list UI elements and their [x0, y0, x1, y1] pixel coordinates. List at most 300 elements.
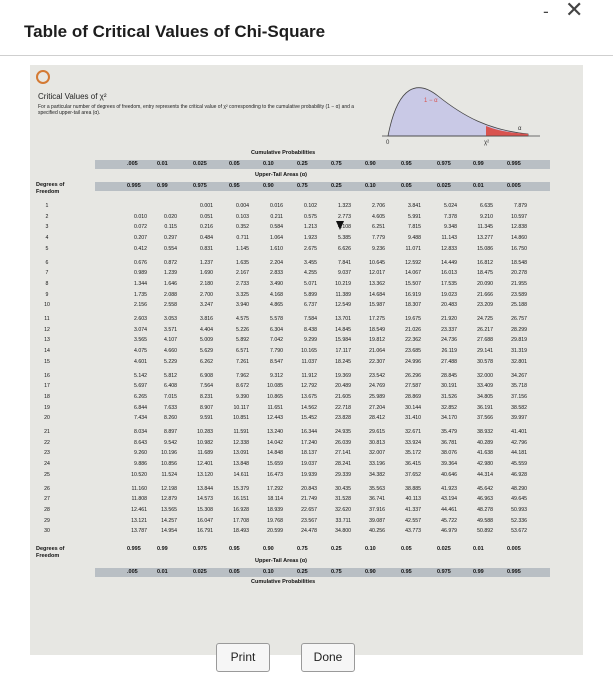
- df-cell: 16: [44, 372, 50, 379]
- table-cell: 36.191: [477, 404, 493, 411]
- table-cell: 4.601: [134, 358, 147, 365]
- bottom-cumulative-header-2: 0.025: [193, 569, 207, 575]
- bottom-cumulative-header-6: 0.75: [331, 569, 342, 575]
- table-cell: 5.629: [200, 348, 213, 355]
- table-cell: 42.980: [477, 461, 493, 468]
- bottom-cumulative-header-7: 0.90: [365, 569, 376, 575]
- table-cell: 12.792: [301, 383, 317, 390]
- table-cell: 2.833: [270, 270, 283, 277]
- table-cell: 0.207: [134, 235, 147, 242]
- table-cell: 5.009: [200, 337, 213, 344]
- df-cell: 7: [45, 270, 49, 277]
- upper-tail-header-5: 0.75: [297, 183, 308, 189]
- table-cell: 3.571: [164, 326, 177, 333]
- table-cell: 2.204: [270, 259, 283, 266]
- df-cell: 22: [44, 439, 50, 446]
- table-cell: 0.102: [304, 203, 317, 209]
- table-cell: 28.299: [511, 326, 527, 333]
- bottom-cumulative-header-1: 0.01: [157, 569, 168, 575]
- table-cell: 40.256: [369, 528, 385, 535]
- table-cell: 16.919: [405, 291, 421, 298]
- table-cell: 29.141: [477, 348, 493, 355]
- table-cell: 27.141: [335, 450, 351, 457]
- table-cell: 8.034: [134, 429, 147, 435]
- table-cell: 29.339: [335, 471, 351, 478]
- table-cell: 26.119: [441, 348, 457, 355]
- table-cell: 4.605: [372, 213, 385, 220]
- table-cell: 37.916: [369, 506, 385, 513]
- table-cell: 10.982: [197, 439, 213, 446]
- df-cell: 14: [44, 348, 50, 355]
- table-cell: 28.241: [335, 461, 351, 468]
- table-cell: 0.051: [200, 213, 213, 220]
- table-cell: 24.478: [301, 528, 317, 535]
- df-cell: 4: [45, 235, 49, 242]
- table-cell: 27.587: [405, 383, 421, 390]
- table-cell: 40.289: [477, 439, 493, 446]
- table-cell: 3.074: [134, 326, 147, 333]
- table-cell: 40.113: [405, 496, 421, 503]
- table-cell: 3.247: [200, 302, 213, 309]
- table-cell: 34.382: [369, 471, 385, 478]
- table-cell: 25.989: [369, 393, 385, 400]
- cumulative-header-9: 0.975: [437, 161, 451, 167]
- table-cell: 14.449: [441, 259, 457, 266]
- cumulative-header-11: 0.995: [507, 161, 521, 167]
- table-cell: 0.584: [270, 224, 283, 231]
- table-cell: 8.260: [164, 415, 177, 422]
- table-cell: 44.314: [477, 471, 493, 478]
- row-header-label: Degrees of Freedom: [36, 182, 65, 195]
- table-cell: 9.299: [304, 337, 317, 344]
- table-cell: 6.626: [338, 245, 351, 252]
- table-cell: 45.642: [477, 485, 493, 492]
- table-cell: 9.348: [444, 224, 457, 231]
- table-cell: 6.408: [164, 383, 177, 390]
- df-cell: 28: [44, 506, 50, 513]
- table-cell: 12.592: [405, 259, 421, 266]
- table-cell: 42.796: [511, 439, 527, 446]
- table-cell: 13.121: [131, 517, 147, 524]
- table-cell: 2.558: [164, 302, 177, 309]
- df-cell: 17: [44, 383, 50, 390]
- table-cell: 46.963: [477, 496, 493, 503]
- table-cell: 1.735: [134, 291, 147, 298]
- table-cell: 3.455: [304, 259, 317, 266]
- table-cell: 27.688: [477, 337, 493, 344]
- table-cell: 14.573: [197, 496, 213, 503]
- table-cell: 32.620: [335, 506, 351, 513]
- table-cell: 10.117: [233, 404, 249, 411]
- table-cell: 52.336: [511, 517, 527, 524]
- table-cell: 53.672: [511, 528, 527, 535]
- df-cell: 18: [44, 393, 50, 400]
- table-cell: 0.352: [236, 224, 249, 231]
- table-cell: 27.488: [441, 358, 457, 365]
- table-cell: 0.412: [134, 245, 147, 252]
- table-cell: 31.410: [405, 415, 421, 422]
- upper-tail-header-1: 0.99: [157, 183, 168, 189]
- table-cell: 24.935: [335, 429, 351, 435]
- table-cell: 3.816: [200, 316, 213, 322]
- table-cell: 37.652: [405, 471, 421, 478]
- table-cell: 18.939: [267, 506, 283, 513]
- table-cell: 5.899: [304, 291, 317, 298]
- table-cell: 11.651: [267, 404, 283, 411]
- table-cell: 13.240: [267, 429, 283, 435]
- pearson-logo-icon: [36, 70, 50, 84]
- table-cell: 5.024: [444, 203, 457, 209]
- table-cell: 11.689: [197, 450, 213, 457]
- curve-origin-label: 0: [386, 140, 390, 146]
- table-cell: 14.845: [335, 326, 351, 333]
- table-cell: 1.646: [164, 280, 177, 287]
- table-cell: 0.297: [164, 235, 177, 242]
- df-cell: 15: [44, 358, 50, 365]
- table-cell: 27.204: [369, 404, 385, 411]
- table-cell: 34.170: [441, 415, 457, 422]
- table-cell: 18.548: [511, 259, 527, 266]
- bottom-cumulative-header-0: .005: [127, 569, 138, 575]
- bottom-upper-header-2: 0.975: [193, 546, 207, 552]
- table-cell: 32.007: [369, 450, 385, 457]
- table-cell: 31.319: [511, 348, 527, 355]
- table-cell: 16.047: [197, 517, 213, 524]
- table-cell: 7.779: [372, 235, 385, 242]
- table-cell: 4.107: [164, 337, 177, 344]
- table-cell: 46.979: [441, 528, 457, 535]
- table-cell: 10.865: [267, 393, 283, 400]
- table-cell: 7.879: [514, 203, 527, 209]
- upper-tail-header-7: 0.10: [365, 183, 376, 189]
- bottom-cumulative-header-11: 0.995: [507, 569, 521, 575]
- table-cell: 0.020: [164, 213, 177, 220]
- table-cell: 21.666: [477, 291, 493, 298]
- done-button[interactable]: Done: [301, 643, 355, 672]
- chi-square-curve-figure: [368, 74, 548, 146]
- table-cell: 33.409: [477, 383, 493, 390]
- table-cell: 35.563: [369, 485, 385, 492]
- table-cell: 8.643: [134, 439, 147, 446]
- table-cell: 20.090: [477, 280, 493, 287]
- table-cell: 11.912: [301, 372, 317, 379]
- table-cell: 48.278: [477, 506, 493, 513]
- table-cell: 30.191: [441, 383, 457, 390]
- table-cell: 8.897: [164, 429, 177, 435]
- table-cell: 17.708: [233, 517, 249, 524]
- table-cell: 6.908: [200, 372, 213, 379]
- table-cell: 20.843: [301, 485, 317, 492]
- table-cell: 1.610: [270, 245, 283, 252]
- table-cell: 23.209: [477, 302, 493, 309]
- df-cell: 30: [44, 528, 50, 535]
- upper-tail-header-11: 0.005: [507, 183, 521, 189]
- table-cell: 39.364: [441, 461, 457, 468]
- table-cell: 18.549: [369, 326, 385, 333]
- table-cell: 15.984: [335, 337, 351, 344]
- table-cell: 7.633: [164, 404, 177, 411]
- table-cell: 10.165: [301, 348, 317, 355]
- table-cell: 0.103: [236, 213, 249, 220]
- table-cell: 9.260: [134, 450, 147, 457]
- table-cell: 0.711: [236, 235, 249, 242]
- upper-tail-header-8: 0.05: [401, 183, 412, 189]
- table-cell: 42.557: [405, 517, 421, 524]
- table-cell: 14.611: [233, 471, 249, 478]
- curve-area: [388, 88, 528, 136]
- upper-tail-header-6: 0.25: [331, 183, 342, 189]
- table-cell: 26.296: [405, 372, 421, 379]
- upper-tail-label: Upper-Tail Areas (α): [255, 172, 307, 178]
- table-cell: 13.565: [161, 506, 177, 513]
- table-cell: 2.088: [164, 291, 177, 298]
- table-cell: 10.085: [267, 383, 283, 390]
- table-cell: 4.075: [134, 348, 147, 355]
- table-cell: 5.812: [164, 372, 177, 379]
- table-cell: 48.290: [511, 485, 527, 492]
- table-cell: 16.928: [233, 506, 249, 513]
- table-cell: 30.435: [335, 485, 351, 492]
- minimize-button[interactable]: -: [543, 2, 549, 21]
- table-cell: 35.718: [511, 383, 527, 390]
- df-cell: 19: [44, 404, 50, 411]
- table-cell: 15.308: [197, 506, 213, 513]
- table-cell: 20.278: [511, 270, 527, 277]
- table-cell: 5.385: [338, 235, 351, 242]
- table-cell: 14.848: [267, 450, 283, 457]
- table-cell: 35.172: [405, 450, 421, 457]
- print-button[interactable]: Print: [216, 643, 270, 672]
- table-cell: 7.042: [270, 337, 283, 344]
- table-cell: 33.924: [405, 439, 421, 446]
- table-cell: 11.345: [477, 224, 493, 231]
- table-cell: 23.542: [369, 372, 385, 379]
- bottom-upper-header-10: 0.01: [473, 546, 484, 552]
- table-cell: 4.660: [164, 348, 177, 355]
- table-cell: 1.213: [304, 224, 317, 231]
- curve-tail-label: α: [518, 126, 522, 132]
- table-cell: 19.812: [369, 337, 385, 344]
- curve-area-label: 1 − α: [424, 98, 438, 104]
- table-cell: 5.226: [236, 326, 249, 333]
- table-cell: 0.575: [304, 213, 317, 220]
- table-cell: 32.671: [405, 429, 421, 435]
- table-cell: 12.879: [161, 496, 177, 503]
- table-cell: 8.547: [270, 358, 283, 365]
- table-cell: 41.337: [405, 506, 421, 513]
- bottom-cumulative-header-8: 0.95: [401, 569, 412, 575]
- bottom-cumulative-label: Cumulative Probabilities: [251, 579, 316, 585]
- table-cell: 34.800: [335, 528, 351, 535]
- table-cell: 13.844: [197, 485, 213, 492]
- table-cell: 10.196: [161, 450, 177, 457]
- bottom-upper-header-8: 0.05: [401, 546, 412, 552]
- cumulative-header-0: .005: [127, 161, 138, 167]
- table-cell: 2.603: [134, 316, 147, 322]
- table-cell: 9.488: [408, 235, 421, 242]
- table-cell: 5.991: [408, 213, 421, 220]
- table-cell: 41.923: [441, 485, 457, 492]
- table-cell: 5.142: [134, 372, 147, 379]
- df-cell: 21: [44, 429, 50, 435]
- table-cell: 4.255: [304, 270, 317, 277]
- df-cell: 9: [45, 291, 49, 298]
- cumulative-header-1: 0.01: [157, 161, 168, 167]
- table-cell: 2.180: [200, 280, 213, 287]
- table-cell: 34.805: [477, 393, 493, 400]
- table-cell: 17.275: [369, 316, 385, 322]
- table-cell: 15.086: [477, 245, 493, 252]
- df-cell: 27: [44, 496, 50, 503]
- table-cell: 30.813: [369, 439, 385, 446]
- table-cell: 1.239: [164, 270, 177, 277]
- cumulative-header-10: 0.99: [473, 161, 484, 167]
- table-cell: 21.749: [301, 496, 317, 503]
- df-cell: 8: [45, 280, 49, 287]
- cumulative-header-2: 0.025: [193, 161, 207, 167]
- table-cell: 0.216: [200, 224, 213, 231]
- page-title: Table of Critical Values of Chi-Square: [24, 22, 326, 41]
- table-cell: 4.168: [270, 291, 283, 298]
- table-cell: 17.240: [301, 439, 317, 446]
- table-cell: 22.718: [335, 404, 351, 411]
- table-cell: 11.389: [335, 291, 351, 298]
- table-cell: 14.860: [511, 235, 527, 242]
- table-cell: 23.828: [335, 415, 351, 422]
- bottom-cumulative-header-3: 0.05: [229, 569, 240, 575]
- table-cell: 13.787: [131, 528, 147, 535]
- table-cell: 21.955: [511, 280, 527, 287]
- table-cell: 39.997: [511, 415, 527, 422]
- table-cell: 7.841: [338, 259, 351, 266]
- table-cell: 8.231: [200, 393, 213, 400]
- bottom-cumulative-header-9: 0.975: [437, 569, 451, 575]
- table-cell: 3.325: [236, 291, 249, 298]
- table-cell: 36.415: [405, 461, 421, 468]
- table-cell: 18.493: [233, 528, 249, 535]
- table-cell: 31.528: [335, 496, 351, 503]
- table-cell: 0.676: [134, 259, 147, 266]
- table-cell: 14.257: [161, 517, 177, 524]
- table-cell: 36.741: [369, 496, 385, 503]
- bottom-upper-header-0: 0.995: [127, 546, 141, 552]
- table-cell: 0.004: [236, 203, 249, 209]
- table-cell: 8.438: [304, 326, 317, 333]
- table-cell: 9.591: [200, 415, 213, 422]
- table-cell: 2.706: [372, 203, 385, 209]
- table-cell: 29.615: [369, 429, 385, 435]
- table-cell: 31.526: [441, 393, 457, 400]
- critical-values-description: For a particular number of degrees of freedom, entry represents the critical value of χ² corresponding to the cumulative probability (1 − α) and a specified upper-tail area (α).: [38, 104, 355, 116]
- table-cell: 15.659: [267, 461, 283, 468]
- close-button[interactable]: ✕: [565, 0, 584, 23]
- df-cell: 23: [44, 450, 50, 457]
- table-cell: 7.378: [444, 213, 457, 220]
- table-cell: 16.013: [441, 270, 457, 277]
- table-cell: 0.072: [134, 224, 147, 231]
- table-cell: 20.599: [267, 528, 283, 535]
- cumulative-probabilities-label: Cumulative Probabilities: [251, 150, 316, 156]
- upper-tail-header-4: 0.90: [263, 183, 274, 189]
- table-cell: 2.700: [200, 291, 213, 298]
- table-cell: 19.369: [335, 372, 351, 379]
- table-cell: 0.554: [164, 245, 177, 252]
- table-cell: 43.773: [405, 528, 421, 535]
- table-cell: 11.037: [301, 358, 317, 365]
- table-cell: 23.567: [301, 517, 317, 524]
- table-cell: 19.675: [405, 316, 421, 322]
- table-cell: 5.892: [236, 337, 249, 344]
- table-cell: 37.156: [511, 393, 527, 400]
- bottom-upper-header-11: 0.005: [507, 546, 521, 552]
- table-cell: 16.812: [477, 259, 493, 266]
- table-cell: 3.490: [270, 280, 283, 287]
- table-cell: 2.156: [134, 302, 147, 309]
- table-cell: 9.542: [164, 439, 177, 446]
- table-cell: 17.535: [441, 280, 457, 287]
- table-cell: 26.757: [511, 316, 527, 322]
- df-cell: 26: [44, 485, 50, 492]
- bottom-upper-header-1: 0.99: [157, 546, 168, 552]
- df-cell: 29: [44, 517, 50, 524]
- table-cell: 12.401: [197, 461, 213, 468]
- table-cell: 15.379: [233, 485, 249, 492]
- table-cell: 29.819: [511, 337, 527, 344]
- upper-tail-header-10: 0.01: [473, 183, 484, 189]
- table-cell: 44.181: [511, 450, 527, 457]
- table-cell: 10.851: [233, 415, 249, 422]
- table-cell: 0.484: [200, 235, 213, 242]
- table-cell: 16.344: [301, 429, 317, 435]
- df-cell: 10: [44, 302, 50, 309]
- table-cell: 1.145: [236, 245, 249, 252]
- table-cell: 8.672: [236, 383, 249, 390]
- table-cell: 7.015: [164, 393, 177, 400]
- table-cell: 3.053: [164, 316, 177, 322]
- table-cell: 9.236: [372, 245, 385, 252]
- table-cell: 5.697: [134, 383, 147, 390]
- table-cell: 1.635: [236, 259, 249, 266]
- table-cell: 49.645: [511, 496, 527, 503]
- table-cell: 10.856: [161, 461, 177, 468]
- table-cell: 23.685: [405, 348, 421, 355]
- table-cell: 0.001: [200, 203, 213, 209]
- table-cell: 20.489: [335, 383, 351, 390]
- table-cell: 12.833: [441, 245, 457, 252]
- table-cell: 16.151: [233, 496, 249, 503]
- table-cell: 11.143: [441, 235, 457, 242]
- table-cell: 14.954: [161, 528, 177, 535]
- critical-values-title: Critical Values of χ²: [38, 92, 107, 101]
- table-cell: 24.996: [405, 358, 421, 365]
- upper-tail-header-3: 0.95: [229, 183, 240, 189]
- table-cell: 12.549: [335, 302, 351, 309]
- table-cell: 0.010: [134, 213, 147, 220]
- bottom-cumulative-header-4: 0.10: [263, 569, 274, 575]
- table-cell: 40.646: [441, 471, 457, 478]
- table-cell: 13.277: [477, 235, 493, 242]
- table-cell: 19.037: [301, 461, 317, 468]
- table-cell: 30.144: [405, 404, 421, 411]
- table-cell: 13.120: [197, 471, 213, 478]
- df-cell: 12: [44, 326, 50, 333]
- table-cell: 5.229: [164, 358, 177, 365]
- df-cell: 24: [44, 461, 50, 468]
- upper-tail-header-0: 0.995: [127, 183, 141, 189]
- bottom-upper-header-6: 0.25: [331, 546, 342, 552]
- table-cell: 28.845: [441, 372, 457, 379]
- table-cell: 21.605: [335, 393, 351, 400]
